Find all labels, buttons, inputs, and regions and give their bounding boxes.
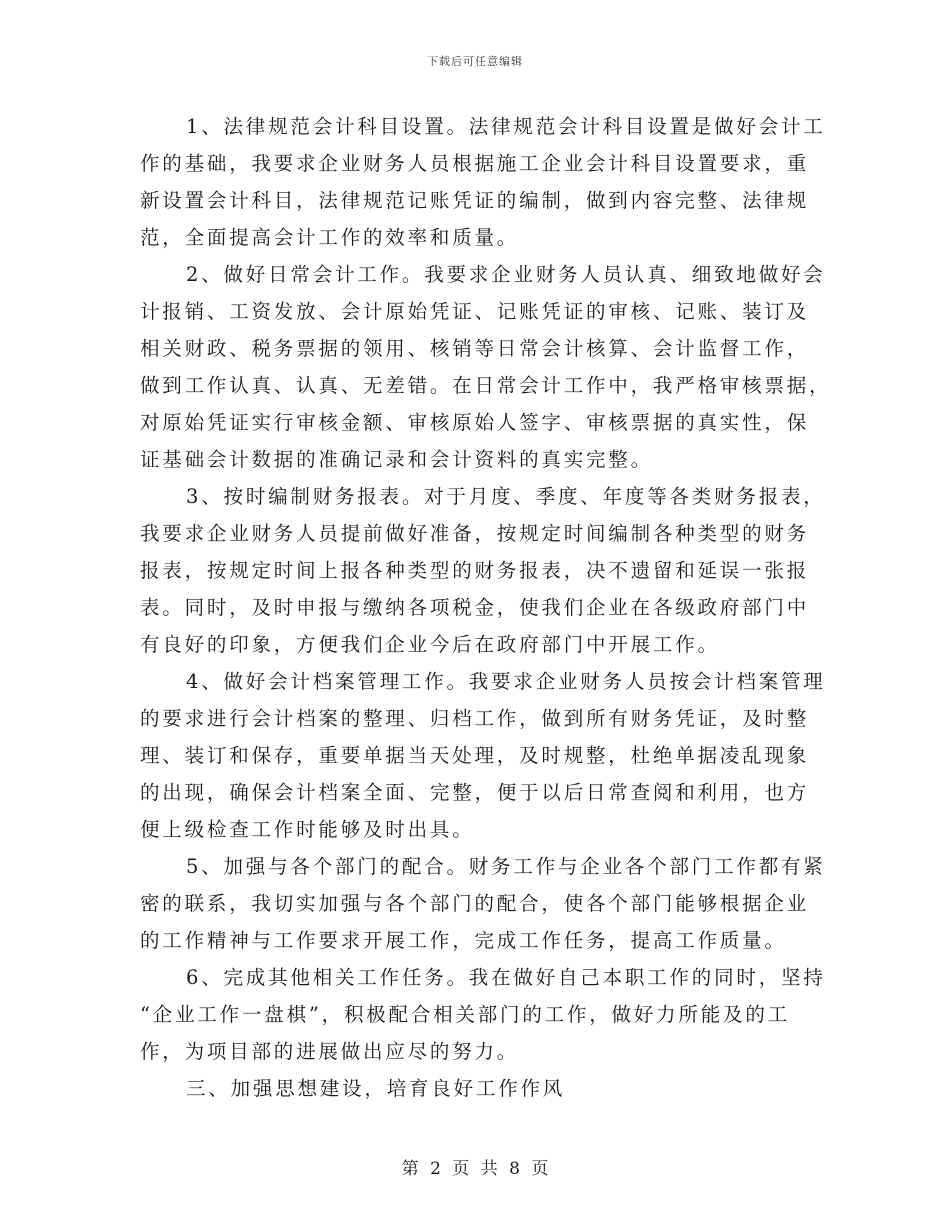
text-line: 对原始凭证实行审核金额、审核原始人签字、审核票据的真实性，保 bbox=[140, 411, 810, 434]
document-body bbox=[140, 108, 832, 1107]
text-line: 我要求企业财务人员提前做好准备，按规定时间编制各种类型的财务 bbox=[140, 522, 810, 545]
text-line: 作的基础，我要求企业财务人员根据施工企业会计科目设置要求，重 bbox=[140, 152, 810, 175]
page-header: 下载后可任意编辑 bbox=[427, 55, 523, 68]
text-line: 表。同时，及时申报与缴纳各项税金，使我们企业在各级政府部门中 bbox=[140, 596, 810, 619]
text-line: 理、装订和保存，重要单据当天处理，及时规整，杜绝单据凌乱现象 bbox=[140, 744, 810, 767]
text-line: 相关财政、税务票据的领用、核销等日常会计核算、会计监督工作， bbox=[140, 337, 810, 360]
text-line: 5、加强与各个部门的配合。财务工作与企业各个部门工作都有紧 bbox=[186, 855, 826, 878]
text-line: 4、做好会计档案管理工作。我要求企业财务人员按会计档案管理 bbox=[186, 670, 826, 693]
page-footer: 第 2 页 共 8 页 bbox=[401, 1159, 549, 1179]
text-line: 3、按时编制财务报表。对于月度、季度、年度等各类财务报表， bbox=[186, 485, 826, 508]
text-line: 报表，按规定时间上报各种类型的财务报表，决不遗留和延误一张报 bbox=[140, 559, 810, 582]
text-line: 1、法律规范会计科目设置。法律规范会计科目设置是做好会计工 bbox=[186, 115, 826, 138]
text-line: 作，为项目部的进展做出应尽的努力。 bbox=[140, 1040, 520, 1063]
text-line: “企业工作一盘棋”，积极配合相关部门的工作，做好力所能及的工 bbox=[140, 1003, 790, 1026]
text-line: 计报销、工资发放、会计原始凭证、记账凭证的审核、记账、装订及 bbox=[140, 300, 810, 323]
text-line: 的出现，确保会计档案全面、完整，便于以后日常查阅和利用，也方 bbox=[140, 781, 810, 804]
text-line: 做到工作认真、认真、无差错。在日常会计工作中，我严格审核票据， bbox=[140, 374, 832, 397]
text-line: 范，全面提高会计工作的效率和质量。 bbox=[140, 226, 520, 249]
text-line: 新设置会计科目，法律规范记账凭证的编制，做到内容完整、法律规 bbox=[140, 189, 810, 212]
text-line: 6、完成其他相关工作任务。我在做好自己本职工作的同时，坚持 bbox=[186, 966, 826, 989]
text-line: 有良好的印象，方便我们企业今后在政府部门中开展工作。 bbox=[140, 633, 720, 656]
text-line: 的工作精神与工作要求开展工作，完成工作任务，提高工作质量。 bbox=[140, 929, 787, 952]
section-heading: 三、加强思想建设，培育良好工作作风 bbox=[186, 1077, 566, 1100]
text-line: 2、做好日常会计工作。我要求企业财务人员认真、细致地做好会 bbox=[186, 263, 826, 286]
text-line: 便上级检查工作时能够及时出具。 bbox=[140, 818, 475, 841]
text-line: 的要求进行会计档案的整理、归档工作，做到所有财务凭证，及时整 bbox=[140, 707, 810, 730]
text-line: 密的联系，我切实加强与各个部门的配合，使各个部门能够根据企业 bbox=[140, 892, 810, 915]
text-line: 证基础会计数据的准确记录和会计资料的真实完整。 bbox=[140, 448, 653, 471]
